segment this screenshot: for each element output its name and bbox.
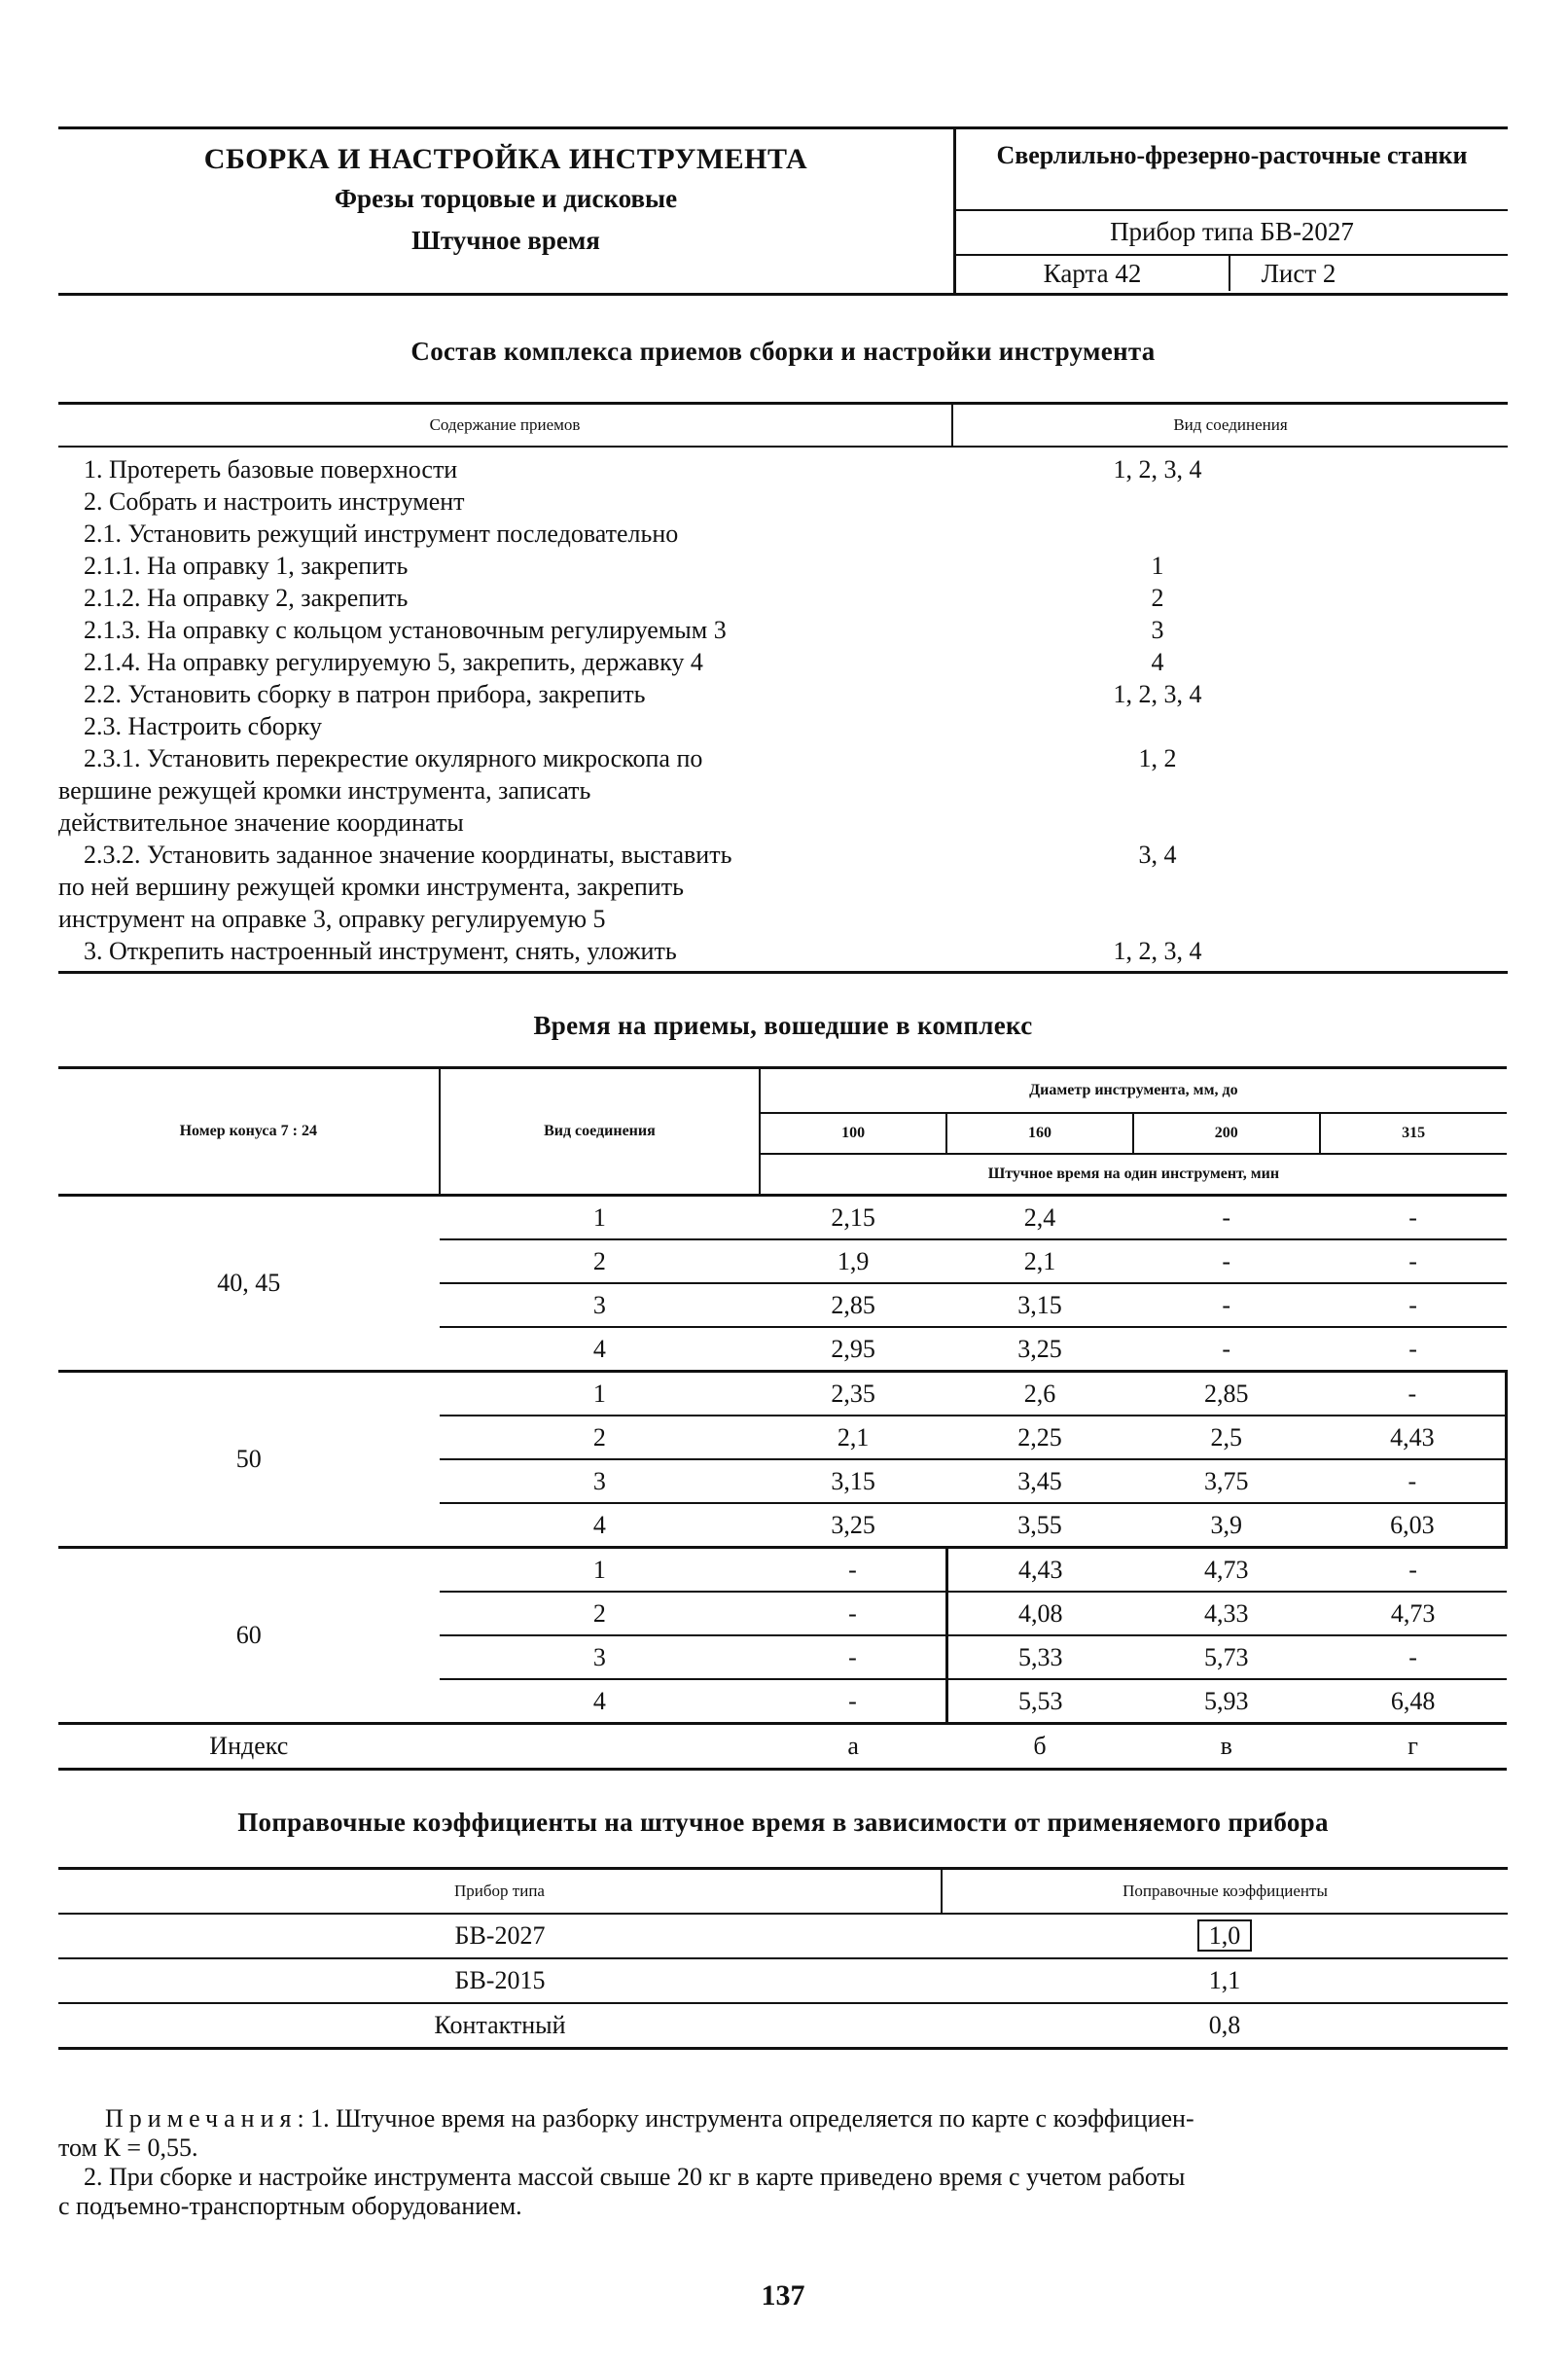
col-device-header: Прибор типа: [58, 1869, 942, 1915]
time-value: -: [760, 1592, 946, 1635]
coef-value: 0,8: [942, 2003, 1508, 2049]
time-value: 2,15: [760, 1196, 946, 1240]
device-name: Контактный: [58, 2003, 942, 2049]
conn-type: 1: [440, 1372, 761, 1416]
cone-number: 50: [58, 1372, 440, 1548]
time-value: 2,35: [760, 1372, 946, 1416]
note-1: [58, 2104, 1508, 2163]
time-value: -: [1320, 1327, 1507, 1372]
op-text: 2.1.1. На оправку 1, закрепить: [58, 552, 409, 580]
time-section-title: Время на приемы, вошедшие в комплекс: [533, 1011, 1033, 1040]
time-value: 3,55: [946, 1503, 1133, 1548]
time-table: [58, 1066, 1508, 1771]
op-text: 2.3. Настроить сборку: [58, 712, 323, 740]
index-v: в: [1133, 1724, 1320, 1770]
time-value: -: [1320, 1635, 1507, 1679]
time-value: 4,43: [946, 1548, 1133, 1593]
time-value: 6,03: [1320, 1503, 1507, 1548]
op-row: [58, 710, 1508, 742]
time-value: 2,85: [760, 1283, 946, 1327]
card-subtitle-2: Штучное время: [411, 226, 600, 255]
time-value: -: [1320, 1459, 1507, 1503]
time-value: 3,45: [946, 1459, 1133, 1503]
time-value: 5,93: [1133, 1679, 1320, 1724]
op-connection: 3: [1151, 616, 1164, 644]
card-header: [58, 126, 1508, 296]
sheet-number: Лист 2: [1261, 259, 1336, 288]
note-1-text: : 1. Штучное время на разборку инструмента определяется по карте с коэффициен- том К = 0,55.: [58, 2104, 1194, 2162]
time-value: 2,1: [760, 1416, 946, 1459]
time-value: -: [1320, 1283, 1507, 1327]
op-connection: 1, 2, 3, 4: [1113, 680, 1202, 708]
time-value: -: [1320, 1372, 1507, 1416]
time-value: -: [760, 1635, 946, 1679]
diam-200: 200: [1133, 1113, 1320, 1154]
op-row: [58, 742, 1508, 839]
time-value: 4,08: [946, 1592, 1133, 1635]
conn-type: 4: [440, 1503, 761, 1548]
op-connection: 4: [1151, 648, 1164, 676]
ops-table-header: [58, 405, 1508, 448]
time-value: 5,33: [946, 1635, 1133, 1679]
corrections-table: [58, 1867, 1508, 2050]
op-text: 2.2. Установить сборку в патрон прибора, закрепить: [58, 680, 646, 708]
conn-type: 4: [440, 1327, 761, 1372]
coef-value: 1,1: [942, 1958, 1508, 2003]
conn-type: 1: [440, 1196, 761, 1240]
diam-160: 160: [946, 1113, 1133, 1154]
time-value: 4,73: [1320, 1592, 1507, 1635]
page-number: 137: [761, 2279, 805, 2312]
time-value: -: [1320, 1196, 1507, 1240]
index-a: а: [760, 1724, 946, 1770]
op-text: 3. Открепить настроенный инструмент, снять, уложить: [58, 937, 677, 965]
time-value: 5,53: [946, 1679, 1133, 1724]
col-time-header: Штучное время на один инструмент, мин: [987, 1165, 1280, 1182]
time-value: 2,85: [1133, 1372, 1320, 1416]
time-value: -: [760, 1548, 946, 1593]
ops-col-connection: Вид соединения: [1173, 415, 1288, 434]
ops-table-body: [58, 448, 1508, 971]
time-value: 2,95: [760, 1327, 946, 1372]
time-value: -: [1133, 1327, 1320, 1372]
conn-type: 2: [440, 1416, 761, 1459]
time-value: 3,25: [760, 1503, 946, 1548]
time-value: 2,6: [946, 1372, 1133, 1416]
op-row: [58, 678, 1508, 710]
time-value: 2,4: [946, 1196, 1133, 1240]
time-value: 1,9: [760, 1239, 946, 1283]
op-text: 1. Протереть базовые поверхности: [58, 455, 458, 484]
time-value: 2,1: [946, 1239, 1133, 1283]
op-row: [58, 550, 1508, 582]
op-text: 2.3.1. Установить перекрестие окулярного микроскопа по вершине режущей кромки инструмента, записать действительное значение координаты: [58, 744, 703, 837]
conn-type: 3: [440, 1283, 761, 1327]
op-row: [58, 453, 1508, 485]
diam-100: 100: [760, 1113, 946, 1154]
time-value: -: [1133, 1239, 1320, 1283]
time-row: [58, 1372, 1507, 1416]
card-sheet-row: [956, 256, 1508, 291]
header-titles: [58, 129, 953, 293]
index-b: б: [946, 1724, 1133, 1770]
time-value: -: [1133, 1283, 1320, 1327]
time-value: 3,75: [1133, 1459, 1320, 1503]
header-info: [953, 129, 1508, 293]
op-connection: 1, 2: [1138, 744, 1177, 772]
op-connection: 1: [1151, 552, 1164, 580]
device-name: БВ-2027: [58, 1914, 942, 1958]
time-value: 2,5: [1133, 1416, 1320, 1459]
conn-type: 2: [440, 1592, 761, 1635]
note-2: 2. При сборке и настройке инструмента массой свыше 20 кг в карте приведено время с учетом работы с подъемно-транспортным оборудованием.: [58, 2163, 1186, 2220]
op-text: 2.1.2. На оправку 2, закрепить: [58, 584, 409, 612]
machine-type: Сверлильно-фрезерно-расточные станки: [956, 129, 1508, 211]
op-text: 2. Собрать и настроить инструмент: [58, 487, 465, 516]
op-text: 2.3.2. Установить заданное значение координаты, выставить по ней вершину режущей кромки инструмента, закрепить инструмент на оправке 3, оправку регулируемую 5: [58, 841, 732, 933]
time-value: 3,25: [946, 1327, 1133, 1372]
card-title: СБОРКА И НАСТРОЙКА ИНСТРУМЕНТА: [203, 143, 808, 175]
op-text: 2.1.4. На оправку регулируемую 5, закрепить, державку 4: [58, 648, 703, 676]
op-connection: 3, 4: [1138, 841, 1177, 869]
time-value: -: [1320, 1239, 1507, 1283]
ops-table: [58, 402, 1508, 974]
op-row: [58, 485, 1508, 518]
op-row: [58, 646, 1508, 678]
index-label: Индекс: [58, 1724, 440, 1770]
conn-type: 3: [440, 1635, 761, 1679]
coef-value: 1,0: [1197, 1919, 1253, 1952]
op-connection: [1031, 485, 1284, 518]
card-subtitle: Фрезы торцовые и дисковые: [334, 184, 678, 213]
card-number: Карта 42: [956, 256, 1230, 291]
time-value: 5,73: [1133, 1635, 1320, 1679]
op-connection: [1031, 710, 1284, 742]
index-g: г: [1320, 1724, 1507, 1770]
time-row: [58, 1196, 1507, 1240]
time-value: 3,15: [760, 1459, 946, 1503]
cone-number: 40, 45: [58, 1196, 440, 1372]
time-value: -: [760, 1679, 946, 1724]
col-coef-header: Поправочные коэффициенты: [942, 1869, 1508, 1915]
document-page: [58, 126, 1508, 2312]
op-row: [58, 935, 1508, 967]
device-name: БВ-2015: [58, 1958, 942, 2003]
time-value: 4,73: [1133, 1548, 1320, 1593]
op-row: [58, 839, 1508, 935]
op-text: 2.1.3. На оправку с кольцом установочным регулируемым 3: [58, 616, 727, 644]
diam-315: 315: [1320, 1113, 1507, 1154]
time-value: 2,25: [946, 1416, 1133, 1459]
time-value: 3,15: [946, 1283, 1133, 1327]
time-row: [58, 1548, 1507, 1593]
col-diameter-header: Диаметр инструмента, мм, до: [760, 1068, 1506, 1114]
op-row: [58, 614, 1508, 646]
time-value: -: [1133, 1196, 1320, 1240]
notes-label: Примечания: [105, 2104, 298, 2133]
ops-section-title: Состав комплекса приемов сборки и настройки инструмента: [410, 337, 1156, 366]
cone-number: 60: [58, 1548, 440, 1724]
conn-type: 1: [440, 1548, 761, 1593]
col-cone-header: Номер конуса 7 : 24: [58, 1068, 440, 1196]
time-value: 6,48: [1320, 1679, 1507, 1724]
col-conn-header: Вид соединения: [440, 1068, 761, 1196]
op-connection: [1031, 518, 1284, 550]
notes: [58, 2104, 1508, 2221]
conn-type: 2: [440, 1239, 761, 1283]
op-row: [58, 582, 1508, 614]
op-row: [58, 518, 1508, 550]
ops-col-content: Содержание приемов: [58, 405, 953, 446]
op-connection: 1, 2, 3, 4: [1113, 937, 1202, 965]
op-connection: 1, 2, 3, 4: [1113, 455, 1202, 484]
time-value: -: [1320, 1548, 1507, 1593]
corr-section-title: Поправочные коэффициенты на штучное время в зависимости от применяемого прибора: [237, 1808, 1329, 1837]
time-value: 4,33: [1133, 1592, 1320, 1635]
op-connection: 2: [1151, 584, 1164, 612]
op-text: 2.1. Установить режущий инструмент последовательно: [58, 520, 679, 548]
conn-type: 3: [440, 1459, 761, 1503]
device-type: Прибор типа БВ-2027: [956, 211, 1508, 256]
time-table-body: [58, 1196, 1507, 1724]
conn-type: 4: [440, 1679, 761, 1724]
time-value: 3,9: [1133, 1503, 1320, 1548]
time-value: 4,43: [1320, 1416, 1507, 1459]
